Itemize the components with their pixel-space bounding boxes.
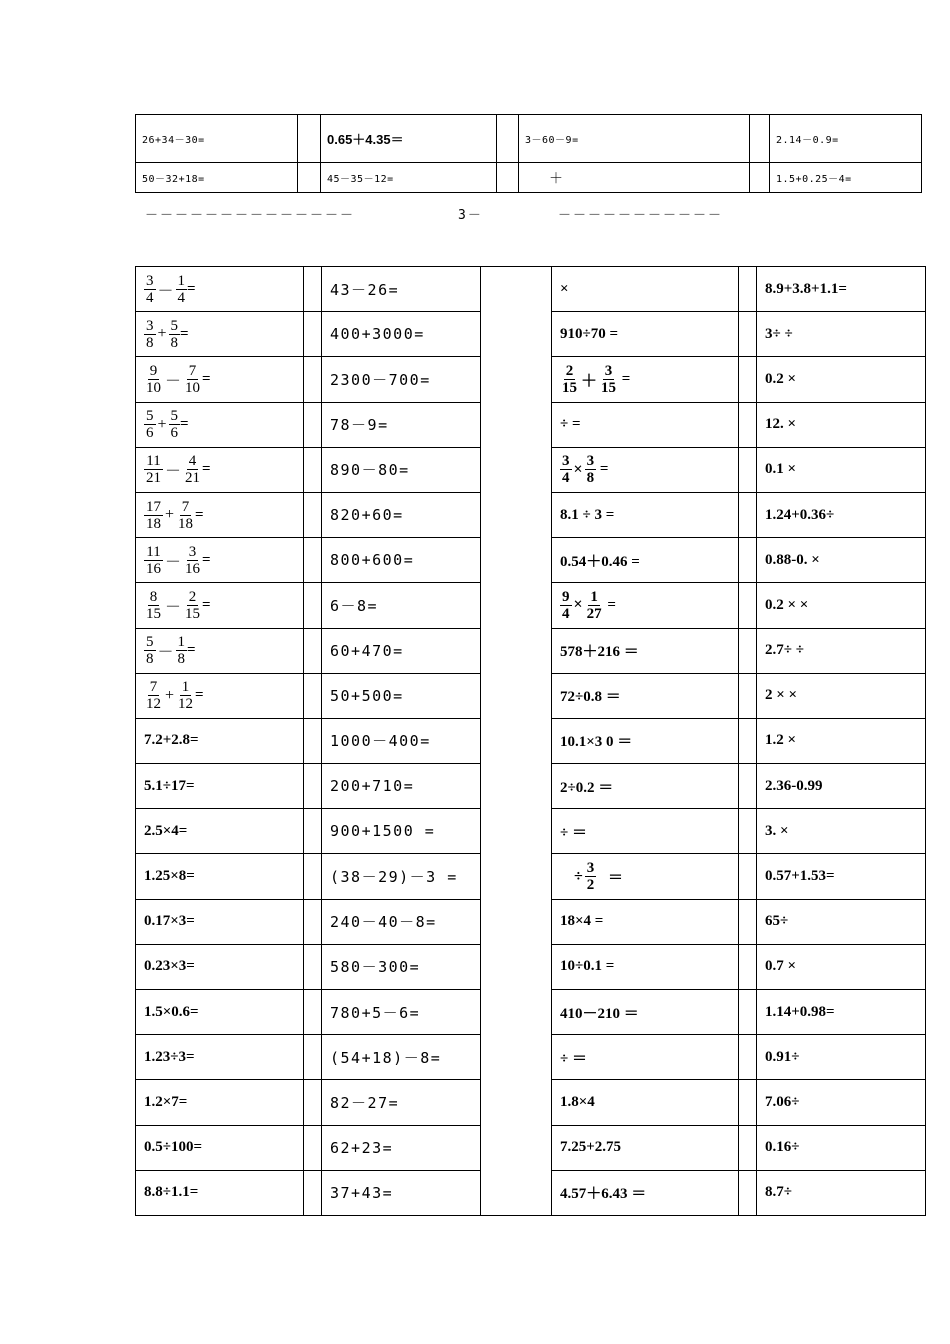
exercise-cell: 240－40－8= [322,899,481,944]
exercise-cell: 2.36-0.99 [757,764,926,809]
exercise-cell: 82－27= [322,1080,481,1125]
denominator: 16 [185,560,201,577]
exercise-cell: 0.54＋0.46 = [552,538,739,583]
exercise-cell: ÷ ＝ [552,1035,739,1080]
fraction-exercise-cell [136,402,304,447]
exercise-cell: (54+18)－8= [322,1035,481,1080]
numerator: 1 [177,634,186,651]
denominator: 21 [185,470,201,487]
top-exercise-table [135,114,922,193]
answer-blank [739,1170,757,1215]
answer-blank [739,854,757,899]
answer-blank [298,115,321,163]
fraction [144,679,163,712]
exercise-cell: 578＋216 ＝ [552,628,739,673]
fraction [585,453,597,486]
answer-blank [304,899,322,944]
denominator: 4 [177,289,186,306]
numerator: 2 [565,362,574,379]
exercise-cell: 8.7÷ [757,1170,926,1215]
answer-blank [750,163,770,193]
numerator: 5 [170,408,179,425]
exercise-cell: 0.16÷ [757,1125,926,1170]
answer-blank [304,1080,322,1125]
equals-sign: ＝ [608,870,624,887]
exercise-cell: 2.5×4= [136,809,304,854]
answer-blank [304,764,322,809]
operator: × [573,596,583,614]
exercise-cell: 7.06÷ [757,1080,926,1125]
operator: + [165,506,175,524]
exercise-cell: 4.57＋6.43 ＝ [552,1170,739,1215]
answer-blank [304,628,322,673]
fraction [183,544,202,577]
exercise-cell: 3－60－9= [519,115,750,163]
exercise-cell: 200+710= [322,764,481,809]
exercise-cell: 0.91÷ [757,1035,926,1080]
exercise-cell: 2.14－0.9= [770,115,922,163]
equals-sign: = [195,506,204,523]
answer-blank [739,312,757,357]
answer-blank [739,447,757,492]
operator: ÷ [574,867,583,885]
fraction-exercise-cell [136,267,304,312]
exercise-cell: 65÷ [757,899,926,944]
fraction [176,273,188,306]
denominator: 8 [146,651,154,668]
denominator: 8 [586,470,595,487]
answer-blank [497,115,519,163]
exercise-cell: 26+34－30= [136,115,298,163]
exercise-cell: 580－300= [322,944,481,989]
answer-blank [304,538,322,583]
answer-blank [739,628,757,673]
exercise-cell: 8.1 ÷ 3 = [552,492,739,537]
answer-blank [739,1035,757,1080]
equals-sign: = [180,416,189,433]
numerator: 7 [188,362,197,379]
exercise-cell: 1.24+0.36÷ [757,492,926,537]
exercise-cell: ＋ [519,163,750,193]
numerator: 3 [562,453,570,470]
answer-blank [739,764,757,809]
answer-blank [304,673,322,718]
denominator: 4 [562,605,570,622]
exercise-cell: 0.7 × [757,944,926,989]
exercise-cell: 0.5÷100= [136,1125,304,1170]
exercise-cell: 50+500= [322,673,481,718]
exercise-cell: 0.2 × × [757,583,926,628]
fraction [560,453,572,486]
operator: + [157,415,167,433]
answer-blank [739,899,757,944]
numerator: 5 [146,634,154,651]
numerator: 11 [146,543,161,560]
fraction-exercise-cell [136,357,304,402]
answer-blank [739,990,757,1035]
answer-blank [739,267,757,312]
exercise-cell: 10.1×3 0 ＝ [552,718,739,763]
answer-blank [298,163,321,193]
exercise-cell: 910÷70 = [552,312,739,357]
answer-blank [304,492,322,537]
operator: + [165,686,175,704]
fraction [144,363,163,396]
exercise-row [136,267,926,312]
exercise-cell: 1.8×4 [552,1080,739,1125]
exercise-cell: 43－26= [322,267,481,312]
main-exercise-table [135,266,926,1216]
exercise-cell: (38－29)－3 = [322,854,481,899]
answer-blank [304,447,322,492]
top-row [136,163,922,193]
operator: － [165,598,182,616]
denominator: 8 [177,651,186,668]
fraction [144,273,156,306]
exercise-cell: 0.1 × [757,447,926,492]
operator: － [157,282,174,300]
numerator: 3 [146,272,154,289]
numerator: 2 [188,588,197,605]
denominator: 12 [146,696,161,713]
exercise-cell: 900+1500 = [322,809,481,854]
note-text-middle: 3－ [458,208,483,223]
fraction [585,589,604,622]
exercise-cell: 820+60= [322,492,481,537]
exercise-cell: 12. × [757,402,926,447]
exercise-cell: 400+3000= [322,312,481,357]
answer-blank [739,538,757,583]
exercise-cell: 1000－400= [322,718,481,763]
fraction [144,634,156,667]
numerator: 8 [149,588,158,605]
denominator: 18 [178,515,194,532]
exercise-cell: 0.17×3= [136,899,304,944]
fraction [560,363,579,396]
exercise-cell: 6－8= [322,583,481,628]
answer-blank [497,163,519,193]
numerator: 3 [586,453,595,470]
exercise-cell: 2300－700= [322,357,481,402]
fraction [144,453,163,486]
exercise-cell: 1.23÷3= [136,1035,304,1080]
fraction-exercise-cell [136,538,304,583]
exercise-cell: 0.88-0. × [757,538,926,583]
fraction-exercise-cell [552,583,739,628]
fraction-exercise-cell [136,492,304,537]
exercise-cell: 1.14+0.98= [757,990,926,1035]
denominator: 15 [185,605,201,622]
denominator: 18 [146,515,161,532]
note-text-left: －－－－－－－－－－－－－－ [145,208,356,223]
equals-sign: = [202,596,211,613]
exercise-cell: 1.25×8= [136,854,304,899]
exercise-cell: 7.25+2.75 [552,1125,739,1170]
numerator: 3 [188,543,197,560]
fraction [183,453,202,486]
note-text-right: －－－－－－－－－－－ [558,208,724,223]
exercise-cell: 72÷0.8 ＝ [552,673,739,718]
answer-blank [739,492,757,537]
exercise-cell: 780+5－6= [322,990,481,1035]
answer-blank [739,673,757,718]
denominator: 6 [170,425,179,442]
denominator: 10 [146,379,161,396]
equals-sign: = [187,642,196,659]
fraction [144,544,163,577]
numerator: 4 [188,453,197,470]
exercise-cell: 62+23= [322,1125,481,1170]
equals-sign: = [202,551,211,568]
equals-sign: = [607,596,616,613]
exercise-cell: 1.2×7= [136,1080,304,1125]
fraction-exercise-cell [552,357,739,402]
operator: × [573,460,583,478]
numerator: 9 [149,362,158,379]
exercise-cell: ÷ ＝ [552,809,739,854]
exercise-cell: 1.5×0.6= [136,990,304,1035]
fraction [144,318,156,351]
exercise-cell: 0.23×3= [136,944,304,989]
numerator: 3 [586,860,595,877]
denominator: 15 [601,379,617,396]
fraction [560,589,572,622]
exercise-cell: 60+470= [322,628,481,673]
fraction [183,589,202,622]
exercise-cell: 2 × × [757,673,926,718]
denominator: 10 [185,379,201,396]
numerator: 17 [146,498,161,515]
answer-blank [304,312,322,357]
fraction [144,408,156,441]
exercise-cell: 2.7÷ ÷ [757,628,926,673]
denominator: 15 [562,379,577,396]
answer-blank [739,357,757,402]
exercise-cell: 0.2 × [757,357,926,402]
exercise-cell: 8.9+3.8+1.1= [757,267,926,312]
answer-blank [304,1035,322,1080]
operator: － [165,553,182,571]
numerator: 7 [181,498,190,515]
equals-sign: = [195,687,204,704]
equals-sign: = [180,325,189,342]
exercise-cell: 0.65＋4.35＝ [321,115,497,163]
fraction [176,679,195,712]
fraction-exercise-cell [136,583,304,628]
exercise-cell: × [552,267,739,312]
denominator: 6 [146,425,154,442]
fraction-exercise-cell [136,628,304,673]
exercise-cell: 18×4 = [552,899,739,944]
exercise-cell: 1.2 × [757,718,926,763]
numerator: 9 [562,588,570,605]
answer-blank [739,583,757,628]
operator: － [157,644,174,662]
answer-blank [739,1080,757,1125]
fraction [183,363,202,396]
fraction [176,634,188,667]
denominator: 16 [146,560,161,577]
denominator: 27 [586,605,602,622]
answer-blank [739,944,757,989]
denominator: 4 [146,289,154,306]
numerator: 7 [149,679,158,696]
fraction [599,363,618,396]
answer-blank [304,809,322,854]
denominator: 21 [146,470,161,487]
operator: + [157,325,167,343]
denominator: 8 [146,334,154,351]
fraction-exercise-cell [552,447,739,492]
answer-blank [304,718,322,763]
operator: ＋ [581,372,598,390]
numerator: 11 [146,453,161,470]
denominator: 15 [146,605,161,622]
answer-blank [739,402,757,447]
exercise-cell: 45－35－12= [321,163,497,193]
exercise-cell: 37+43= [322,1170,481,1215]
fraction-exercise-cell [136,447,304,492]
exercise-cell: ÷ = [552,402,739,447]
operator: － [165,372,182,390]
denominator: 2 [586,877,595,894]
exercise-cell: 8.8÷1.1= [136,1170,304,1215]
answer-blank [304,1170,322,1215]
answer-blank [304,854,322,899]
exercise-cell: 10÷0.1 = [552,944,739,989]
fraction [176,499,195,532]
numerator: 3 [146,317,154,334]
equals-sign: = [202,370,211,387]
answer-blank [304,267,322,312]
top-row [136,115,922,163]
equals-sign: = [202,461,211,478]
answer-blank [304,357,322,402]
numerator: 1 [181,679,190,696]
exercise-cell: 410－210 ＝ [552,990,739,1035]
answer-blank [739,718,757,763]
denominator: 8 [170,334,179,351]
fraction-exercise-cell [136,673,304,718]
exercise-cell: 78－9= [322,402,481,447]
operator: － [165,463,182,481]
fraction [169,318,181,351]
answer-blank [739,809,757,854]
equals-sign: = [187,280,196,297]
denominator: 12 [178,696,194,713]
exercise-cell: 890－80= [322,447,481,492]
answer-blank [481,267,552,1216]
fraction-exercise-cell [136,312,304,357]
exercise-cell: 1.5+0.25－4= [770,163,922,193]
numerator: 5 [146,408,154,425]
exercise-cell: 3÷ ÷ [757,312,926,357]
exercise-cell: 3. × [757,809,926,854]
numerator: 3 [604,362,613,379]
fraction [169,408,181,441]
answer-blank [304,944,322,989]
answer-blank [304,583,322,628]
equals-sign: = [621,370,631,387]
numerator: 1 [177,272,186,289]
fraction [144,589,163,622]
exercise-cell: 2÷0.2 ＝ [552,764,739,809]
answer-blank [750,115,770,163]
answer-blank [739,1125,757,1170]
fraction [585,860,597,893]
exercise-cell: 0.57+1.53= [757,854,926,899]
answer-blank [304,1125,322,1170]
exercise-cell: 800+600= [322,538,481,583]
numerator: 5 [170,317,179,334]
exercise-cell: 5.1÷17= [136,764,304,809]
exercise-cell: 7.2+2.8= [136,718,304,763]
equals-sign: = [599,461,609,478]
exercise-cell: 50－32+18= [136,163,298,193]
fraction [144,499,163,532]
numerator: 1 [590,588,598,605]
answer-blank [304,990,322,1035]
denominator: 4 [562,470,570,487]
answer-blank [304,402,322,447]
fraction-exercise-cell [552,854,739,899]
